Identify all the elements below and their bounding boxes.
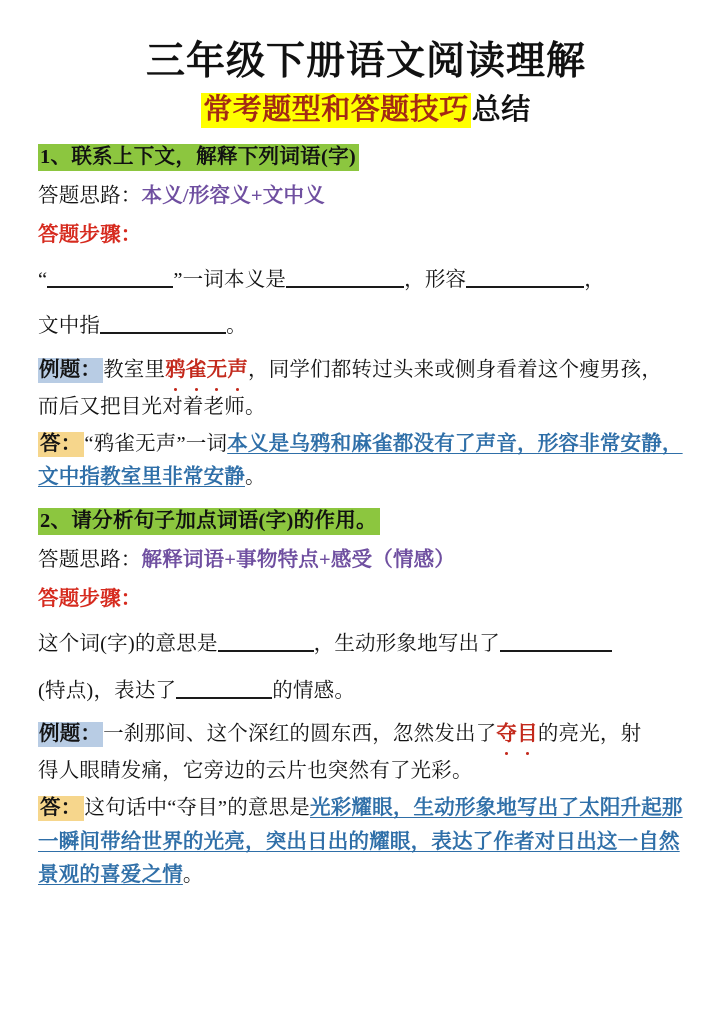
blank-field[interactable] — [176, 697, 272, 699]
section-1-example — [38, 354, 694, 387]
approach-label: 答题思路： — [38, 549, 142, 572]
template-text-2a: (特点)，表达了 — [38, 679, 177, 702]
quote-open-mark — [38, 269, 47, 291]
example-text-c: 而后又把目光对着老师。 — [38, 395, 266, 418]
section-1-heading — [38, 142, 694, 174]
example-text-a: 教室里 — [103, 358, 166, 381]
blank-field[interactable] — [466, 286, 584, 288]
template-text-2b: 。 — [226, 315, 247, 338]
answer-label: 答： — [38, 432, 84, 457]
section-2-heading-text: 2、请分析句子加点词语(字)的作用。 — [38, 508, 380, 535]
example-label: 例题： — [39, 722, 102, 745]
answer-underlined: 光彩耀眼，生动形象地写出了太阳升起那一瞬间带给世界的光亮，突出日出的耀眼，表达了作者对日出这一自然景观的喜爱之情 — [38, 797, 683, 886]
example-label: 例题： — [39, 358, 102, 381]
example-keyword: 夺目 — [496, 718, 537, 751]
section-2-example-cont — [38, 755, 694, 788]
steps-label: 答题步骤： — [38, 588, 142, 611]
answer-suffix: 。 — [182, 863, 204, 886]
section-2-heading — [38, 506, 694, 538]
section-1-example-cont — [38, 391, 694, 424]
approach-label: 答题思路： — [38, 184, 142, 207]
example-text-c: 得人眼睛发痛，它旁边的云片也突然有了光彩。 — [38, 760, 473, 783]
subtitle-tail: 总结 — [471, 93, 531, 126]
template-text-1b: ，生动形象地写出了 — [313, 633, 500, 656]
blank-field[interactable] — [286, 286, 404, 288]
section-2-template-line-1 — [38, 627, 694, 662]
section-1-template-line-1 — [38, 263, 694, 298]
example-text-b: ，同学们都转过头来或侧身看着这个瘦男孩， — [248, 358, 663, 381]
page-subtitle — [38, 92, 694, 128]
blank-field[interactable] — [100, 332, 226, 334]
blank-field[interactable] — [47, 286, 173, 288]
section-1-steps-label — [38, 219, 694, 252]
section-1 — [38, 142, 694, 494]
template-text-2b: 的情感。 — [272, 679, 356, 702]
approach-value: 解释词语+事物特点+感受（情感） — [141, 549, 456, 572]
answer-prefix: 这句话中“夺目”的意思是 — [84, 797, 311, 820]
blank-field[interactable] — [500, 650, 612, 652]
steps-label: 答题步骤： — [38, 223, 142, 246]
section-1-answer — [38, 428, 694, 494]
example-text-a: 一刹那间、这个深红的圆东西，忽然发出了 — [103, 722, 497, 745]
section-1-approach — [38, 180, 694, 213]
section-2-steps-label — [38, 583, 694, 616]
template-text-1c: ， — [584, 269, 605, 291]
template-text-1b: ，形容 — [404, 269, 467, 291]
answer-suffix: 。 — [245, 466, 266, 489]
template-text-1a: 这个词(字)的意思是 — [38, 633, 218, 656]
section-2-answer — [38, 792, 694, 892]
section-2-approach — [38, 544, 694, 577]
section-2-example — [38, 718, 694, 751]
section-2-template-line-2 — [38, 674, 694, 709]
page-title: 三年级下册语文阅读理解 — [145, 40, 586, 83]
example-text-b: 的亮光，射 — [537, 722, 642, 745]
section-1-template-line-2 — [38, 309, 694, 344]
answer-underlined: 本义是乌鸦和麻雀都没有了声音，形容非常安静，文中指教室里非常安静 — [38, 432, 683, 489]
subtitle-highlight: 常考题型和答题技巧 — [203, 93, 469, 126]
answer-prefix: “鸦雀无声”一词 — [84, 432, 228, 455]
section-2 — [38, 506, 694, 892]
section-1-heading-text: 1、联系上下文，解释下列词语(字) — [38, 144, 359, 171]
answer-label: 答： — [38, 796, 84, 821]
title-block — [38, 38, 694, 128]
template-text-2a: 文中指 — [38, 315, 101, 338]
example-keyword: 鸦雀无声 — [165, 354, 248, 387]
blank-field[interactable] — [218, 650, 314, 652]
approach-value: 本义/形容义+文中义 — [141, 184, 325, 207]
template-text-1a: ”一词本义是 — [173, 269, 287, 291]
